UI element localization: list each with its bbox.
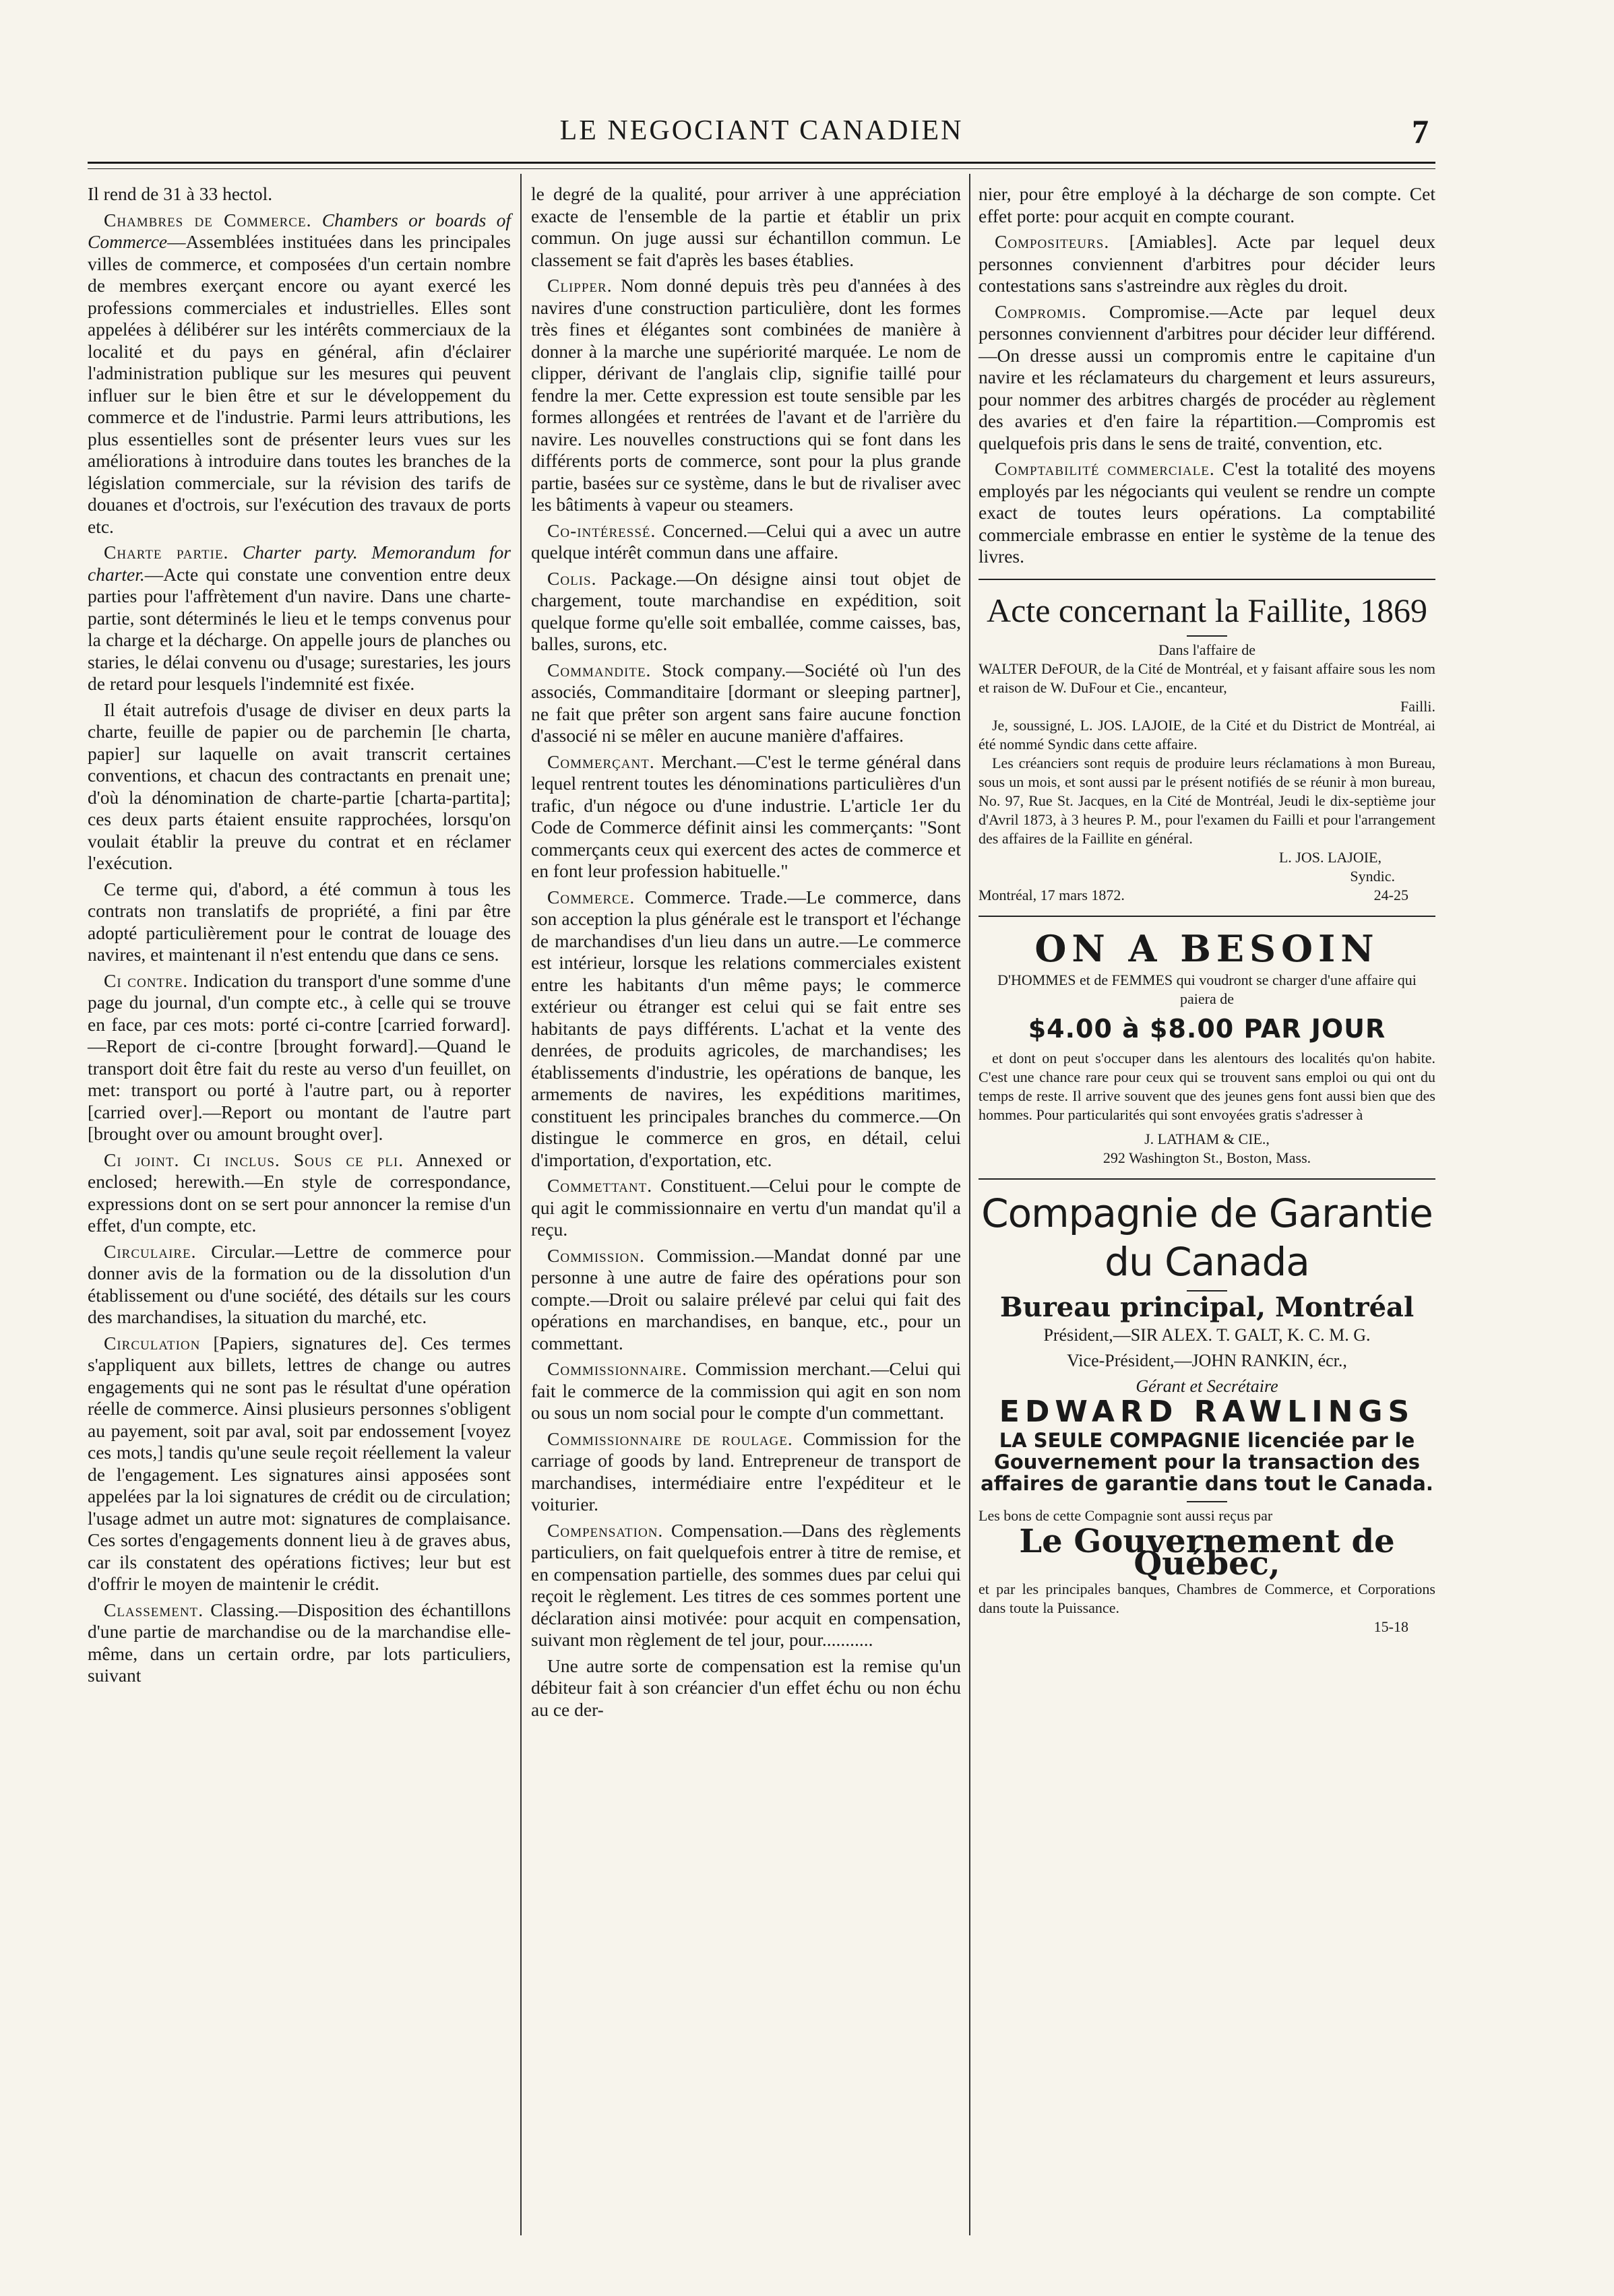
entry-chambres <box>88 210 511 538</box>
entry-term: Comptabilité commerciale. <box>995 458 1215 479</box>
entry-term: Colis. <box>547 567 597 589</box>
entry-text: Package.—On désigne ainsi tout objet de chargement, toute marchandise en expédition, soit quelque forme qu'elle soit emballée, comme caisses, bas, balles, surons, etc. <box>531 567 961 654</box>
column-3 <box>979 183 1435 1636</box>
paragraph: nier, pour être employé à la décharge de son compte. Cet effet porte: pour acquit en compte courant. <box>979 183 1435 226</box>
newspaper-title: LE NEGOCIANT CANADIEN <box>559 115 964 146</box>
faillite-role: Syndic. <box>1350 867 1395 885</box>
section-rule <box>979 579 1435 580</box>
entry-term: Ci joint. Ci inclus. Sous ce pli. <box>104 1149 404 1170</box>
section-rule <box>979 916 1435 917</box>
faillite-footer <box>979 886 1435 905</box>
entry-term: Compromis. <box>995 300 1087 322</box>
entry-text: Merchant.—C'est le terme général dans lequel rentrent toutes les dénominations particulières d'un trafic, d'un négoce ou d'une industrie. L'article 1er du Code de Commerce définit ainsi les commerçants: "Sont commerçants ceux qui exercent des actes de commerce et en font leur profession habituelle." <box>531 751 962 881</box>
entry-term: Commerce. <box>547 886 635 907</box>
header-rule-thick <box>88 162 1435 164</box>
garantie-quebec: Le Gouvernement de Québec, <box>1019 1523 1395 1583</box>
entry-term: Commissionnaire. <box>547 1358 688 1379</box>
entry-text: [Amiables]. Acte par lequel deux personnes conviennent d'arbitres pour décider leurs contestations sans s'astreindre aux règles du droit. <box>979 231 1436 296</box>
entry-text: —Acte qui constate une convention entre deux parties pour l'affrètement d'un navire. Dans une charte-partie, sont déterminés le lieu et le temps convenus pour la charge et la décharge. On appelle jours de planches ou staries, le délai convenu ou d'usage; surestaries, les jours de retard pour lesquels l'indemnité est fixée. <box>88 563 511 694</box>
page-header <box>88 115 1435 155</box>
faillite-body-1: Je, soussigné, L. JOS. LAJOIE, de la Cité et du District de Montréal, ai été nommé Syndic dans cette affaire. <box>979 716 1435 753</box>
entry-term: Commettant. <box>547 1175 653 1196</box>
paragraph: Il rend de 31 à 33 hectol. <box>88 183 273 204</box>
faillite-failli: Failli. <box>1400 697 1435 715</box>
paragraph: Une autre sorte de compensation est la remise qu'un débiteur fait à son créancier d'un effet échu ou non échu au ce der- <box>531 1655 961 1720</box>
entry-text: Stock company.—Société où l'un des associés, Commanditaire [dormant or sleeping partner], ne fait que prêter son argent sans faire aucune fonction d'associé ni se mêler en aucune manière d'affaires. <box>531 659 961 746</box>
entry-term: Commerçant. <box>547 751 655 772</box>
entry-circulation <box>88 1333 511 1595</box>
entry-text: C'est la totalité des moyens employés par les négociants qui veulent se rendre un compte exact de toutes leurs opérations. La comptabilité commerciale embrasse en entier le système de la tenue des livres. <box>979 458 1436 567</box>
entry-text: Compensation.—Dans des règlements particuliers, on fait quelquefois entrer à titre de remise, et en compensation partielle, des sommes dues par celui qui reçoit le règlement. Les titres de ces sommes portent une déclaration ainsi motivée: pour acquit en compensation, suivant mon règlement de tel jour, pour........... <box>531 1519 962 1650</box>
faillite-notice <box>979 589 1435 905</box>
entry-commettant <box>531 1175 961 1241</box>
paragraph: le degré de la qualité, pour arriver à une appréciation exacte de l'ensemble de la partie et établir un prix commun. On juge aussi sur échantillon commun. Le classement se fait d'après les bases établies. <box>531 183 961 270</box>
faillite-title: Acte concernant la Faillite, 1869 <box>987 591 1427 629</box>
besoin-firm: J. LATHAM & CIE., <box>1144 1130 1270 1147</box>
faillite-date: Montréal, 17 mars 1872. <box>979 886 1125 903</box>
entry-cicontre <box>88 970 511 1145</box>
entry-text: Commerce. Trade.—Le commerce, dans son acception la plus générale est le transport et l'échange de marchandises d'un lieu dans un autre.—Le commerce est intérieur, lorsque les relations commerciales existent entre les habitants d'un même pays; le commerce extérieur ou étranger est celui qui se fait entre ses habitants de pays différents. L'achat et la vente des denrées, de produits agricoles, de marchandises; les établissements d'industrie, les opérations de banque, les armements de navires, les expéditions maritimes, constituent les principales branches du commerce.—On distingue le commerce en gros, en détail, celui d'importation, d'exportation, etc. <box>531 886 961 1170</box>
entry-term: Circulation <box>104 1332 201 1353</box>
garantie-manager: EDWARD RAWLINGS <box>999 1394 1415 1429</box>
garantie-footer: et par les principales banques, Chambres de Commerce, et Corporations dans toute la Puissance. <box>979 1581 1435 1616</box>
entry-term: Classement. <box>104 1599 204 1620</box>
entry-term: Co-intéressé. <box>547 519 656 541</box>
entry-text: Circular.—Lettre de commerce pour donner avis de la formation ou de la dissolution d'un établissement ou d'une société, des détails sur les cours des marchandises, la situation du marché, etc. <box>88 1240 511 1327</box>
entry-text: Concerned.—Celui qui a avec un autre quelque intérêt commun dans une affaire. <box>531 519 962 563</box>
faillite-body-2: Les créanciers sont requis de produire leurs réclamations à mon Bureau, sous un mois, et sont aussi par le présent notifiés de se réunir à mon bureau, No. 97, Rue St. Jacques, en la Cité de Montréal, Jeudi le dix-septième jour d'Avril 1873, à 3 heures P. M., pour l'examen du Failli et pour l'arrangement des affaires de la Faillite en général. <box>979 754 1435 847</box>
entry-term: Commission. <box>547 1244 645 1266</box>
entry-commissionnaire <box>531 1358 961 1424</box>
entry-term: Ci contre. <box>104 969 189 991</box>
garantie-seule: LA SEULE COMPAGNIE licenciée par le Gouvernement pour la transaction des affaires de garantie dans tout le Canada. <box>981 1429 1433 1495</box>
besoin-line1: D'HOMMES et de FEMMES qui voudront se charger d'une affaire qui paiera de <box>997 971 1417 1007</box>
entry-text: Commission for the carriage of goods by land. Entrepreneur de transport de marchandises, intermédiaire entre l'expéditeur et le voiturier. <box>531 1428 961 1514</box>
short-rule <box>1187 635 1227 637</box>
besoin-title: ON A BESOIN <box>1034 926 1379 970</box>
header-rule-thin <box>88 168 1435 169</box>
besoin-pay: $4.00 à $8.00 PAR JOUR <box>1028 1013 1386 1044</box>
entry-commerce <box>531 887 961 1172</box>
entry-commercant <box>531 751 961 883</box>
entry-roulage <box>531 1428 961 1516</box>
column-divider-2 <box>969 174 970 2235</box>
faillite-signature: L. JOS. LAJOIE, <box>1278 848 1382 866</box>
entry-term: Chambres de Commerce. <box>104 209 312 230</box>
garantie-vice: Vice-Président,—JOHN RANKIN, écr., <box>1067 1350 1347 1370</box>
garantie-bureau: Bureau principal, Montréal <box>999 1292 1415 1323</box>
entry-colis <box>531 568 961 656</box>
entry-circulaire <box>88 1241 511 1329</box>
entry-commission <box>531 1245 961 1355</box>
entry-term: Compensation. <box>547 1519 664 1541</box>
entry-classement <box>88 1599 511 1687</box>
entry-text: Annexed or enclosed; herewith.—En style de correspondance, expressions dont on se sert pour annoncer la remise d'un effet, d'un compte, etc. <box>88 1149 511 1236</box>
besoin-address: 292 Washington St., Boston, Mass. <box>1103 1149 1311 1166</box>
garantie-gerant: Gérant et Secrétaire <box>1136 1376 1278 1396</box>
entry-text: Commission.—Mandat donné par une personne à une autre de faire des opérations pour son compte.—Droit ou salaire prélevé par celui qui fait des opérations en marchandises, en banque, etc., pour un commettant. <box>531 1244 961 1353</box>
besoin-body: et dont on peut s'occuper dans les alentours des localités qu'on habite. C'est une chance rare pour ceux qui se trouvent sans emploi ou qui ont du temps de reste. Il arrive souvent que des jeunes gens font aussi bien que des hommes. Pour particularités qui sont envoyées gratis s'adresser à <box>979 1050 1435 1123</box>
entry-text: [Papiers, signatures de]. Ces termes s'appliquent aux billets, lettres de change ou autres engagements qui ne sont pas le résultat d'une opération réelle de commerce. Ainsi plusieurs personnes s'obligent au payement, soit par aval, soit par endossement [voyez ces mots,] tandis qu'une seule reçoit réellement la valeur de l'engagement. Les signatures ainsi apposées sont appelées par la loi signatures de crédit ou de circulation; l'usage admet un autre mot: signatures de complaisance. Ces sortes d'engagements donnent lieu à de graves abus, car ils constatent des opérations fictives; leur but est d'offrir le moyen de maintenir le crédit. <box>88 1332 511 1594</box>
entry-compositeurs <box>979 231 1435 297</box>
entry-cijoint <box>88 1149 511 1237</box>
entry-clipper <box>531 275 961 516</box>
garantie-president: Président,—SIR ALEX. T. GALT, K. C. M. G. <box>1043 1325 1371 1345</box>
column-2 <box>531 183 961 1725</box>
garantie-ad <box>979 1189 1435 1636</box>
entry-text: Commission merchant.—Celui qui fait le commerce de la commission qui agit en son nom ou sous un nom social pour le compte d'un commettant. <box>531 1358 961 1423</box>
garantie-company: Compagnie de Garantie du Canada <box>981 1190 1433 1285</box>
entry-commandite <box>531 660 961 747</box>
entry-comptabilite <box>979 458 1435 568</box>
entry-term: Commandite. <box>547 659 652 680</box>
paragraph: Il était autrefois d'usage de diviser en deux parts la charte, feuille de papier ou de parchemin [le charta, papier] sur laquelle on avait transcrit certaines conventions, et chacun des contractants en prenait une; d'où la dénomination de charte-partie [charta-partita]; ces deux parts étaient ensuite rapprochées, lorsqu'on voulait établir la preuve du contrat et en réclamer l'exécution. <box>88 699 511 873</box>
entry-text: —Assemblées instituées dans les principales villes de commerce, et composées d'un certain nombre de membres exerçant encore ou ayant exercé les professions commerciales et industrielles. Elles sont appelées à délibérer sur les intérêts commerciaux de la localité et du pays en général, afin d'éclairer l'administration publique sur les mesures qui peuvent influer sur le bien être et sur le développement du commerce et de l'industrie. Parmi leurs attributions, les plus essentielles sont de présenter leurs vues sur les améliorations à introduire dans toutes les branches de la législation commerciale, sur la révision des tarifs de douanes et d'octrois, sur l'exécution des travaux de ports etc. <box>88 231 511 537</box>
faillite-affaire: Dans l'affaire de <box>1158 641 1256 658</box>
garantie-ref: 15-18 <box>1373 1618 1408 1635</box>
section-rule <box>979 1178 1435 1180</box>
entry-text: Classing.—Disposition des échantillons d'une partie de marchandise ou de la marchandise elle-même, dans un certain ordre, par lots particuliers, suivant <box>88 1599 511 1686</box>
page-number: 7 <box>1412 113 1429 150</box>
entry-text: Indication du transport d'une somme d'une page du journal, d'un compte etc., à celle qui se trouve en face, par ces mots: porté ci-contre [carried forward].—Report de ci-contre [brought forward].—Quand le transport doit être fait du reste au verso d'un feuillet, on met: transport ou porté à l'autre part, ou à reporter [carried over].—Report ou montant de l'autre part [brought over ou amount brought over]. <box>88 969 511 1144</box>
besoin-ad <box>979 926 1435 1168</box>
entry-text: Nom donné depuis très peu d'années à des navires d'une construction particulière, dont les formes très fines et élégantes sont combinées de manière à donner à la marche une supériorité marquée. Le nom de clipper, dérivant de l'anglais clip, signifie taillé pour fendre la mer. Cette expression est toute sensible par les formes allongées et rentrées de l'avant et de l'arrière du navire. Les nouvelles constructions qui se font dans les différents ports de commerce, sont pour la plus grande partie, basées sur ce système, dans le but de rivaliser avec les bâtiments à vapeur ou steamers. <box>531 275 961 515</box>
column-divider-1 <box>520 174 522 2235</box>
short-rule <box>1187 1501 1227 1502</box>
garantie-bons: Les bons de cette Compagnie sont aussi reçus par <box>979 1507 1273 1524</box>
entry-term: Circulaire. <box>104 1240 197 1262</box>
entry-term: Compositeurs. <box>995 231 1110 252</box>
paragraph: Ce terme qui, d'abord, a été commun à tous les contrats non translatifs de propriété, a fini par être adopté particulièrement pour le contrat de louage des navires, et maintenant il n'est entendu que dans ce sens. <box>88 878 511 965</box>
entry-term: Commissionnaire de roulage. <box>547 1428 793 1449</box>
faillite-parties: WALTER DeFOUR, de la Cité de Montréal, et y faisant affaire sous les nom et raison de W. DuFour et Cie., encanteur, <box>979 660 1435 696</box>
faillite-ref: 24-25 <box>1373 886 1408 903</box>
entry-term: Clipper. <box>547 275 613 296</box>
column-1 <box>88 183 511 1691</box>
entry-compromis <box>979 301 1435 455</box>
entry-text: Compromise.—Acte par lequel deux personnes conviennent d'arbitres pour décider leur différend.—On dresse aussi un compromis entre le capitaine d'un navire et les réclamateurs du chargement et leurs assureurs, pour nommer des arbitres chargés de procéder au règlement des avaries et d'en faire la répartition.—Compromis est quelquefois pris dans le sens de traité, convention, etc. <box>979 300 1435 453</box>
entry-cointeresse <box>531 520 961 564</box>
entry-english: Charter party. Memorandum for charter. <box>88 542 511 585</box>
entry-text: Constituent.—Celui pour le compte de qui agit le commissionnaire en vertu d'un mandat qu'il a reçu. <box>531 1175 961 1240</box>
entry-term: Charte partie. <box>104 542 229 563</box>
entry-compensation <box>531 1520 961 1651</box>
entry-charte <box>88 542 511 695</box>
entry-english: Chambers or boards of Commerce <box>88 209 511 252</box>
